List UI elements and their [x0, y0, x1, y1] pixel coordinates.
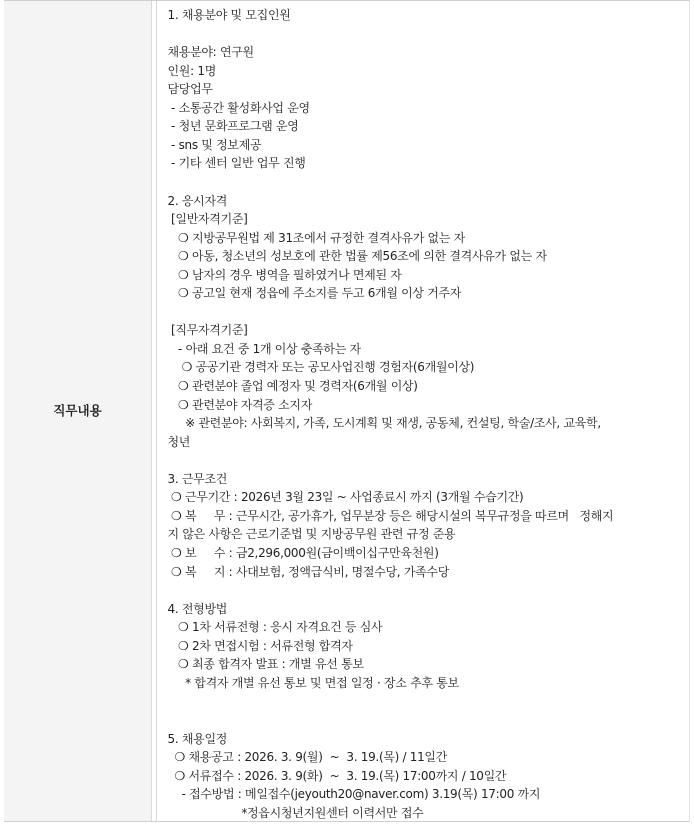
job-description-table: [4, 0, 690, 822]
content-line: ❍ 근무기간 : 2026년 3월 23일 ~ 사업종료시 까지 (3개월 수습기간): [164, 490, 524, 505]
content-line: 담당업무: [164, 82, 213, 97]
content-line: ❍ 2차 면접시험 : 서류전형 합격자: [164, 638, 353, 653]
content-line: 3. 근무조건: [164, 471, 228, 486]
content-line: - 접수방법 : 메일접수(jeyouth20@naver.com) 3.19(목) 17:00 까지: [164, 787, 541, 802]
content-line: 2. 응시자격: [164, 193, 228, 208]
content-line: ❍ 관련분야 졸업 예정자 및 경력자(6개월 이상): [164, 379, 418, 393]
row-content-cell: [156, 1, 689, 821]
content-line: ❍ 복 지 : 사대보험, 정액급식비, 명절수당, 가족수당: [164, 564, 449, 579]
content-line: *정읍시청년지원센터 이력서만 접수: [164, 805, 424, 820]
content-line: 채용분야: 연구원: [164, 45, 254, 60]
content-line: - 소통공간 활성화사업 운영: [164, 100, 310, 115]
content-line: 지 않은 사항은 근로기준법 및 지방공무원 관련 규정 준용: [164, 527, 456, 542]
content-line: 4. 전형방법: [164, 601, 228, 616]
content-line: 5. 채용일정: [164, 731, 228, 746]
content-line: ❍ 공고일 현재 정읍에 주소지를 두고 6개월 이상 거주자: [164, 286, 462, 301]
content-line: ❍ 1차 서류전형 : 응시 자격요건 등 심사: [164, 620, 383, 635]
content-line: ❍ 보 수 : 금2,296,000원(금이백이십구만육천원): [164, 546, 439, 560]
content-line: - 청년 문화프로그램 운영: [164, 119, 299, 134]
row-label-cell: [4, 1, 152, 821]
content-line: - sns 및 정보제공: [164, 137, 262, 152]
content-line: ❍ 아동, 청소년의 성보호에 관한 법률 제56조에 의한 결격사유가 없는 자: [164, 249, 547, 264]
content-line: ❍ 지방공무원법 제 31조에서 규정한 결격사유가 없는 자: [164, 230, 465, 245]
content-line: ❍ 공공기관 경력자 또는 공모사업진행 경험자(6개월이상): [164, 360, 475, 375]
content-line: * 합격자 개별 유선 통보 및 면접 일정 · 장소 추후 통보: [164, 675, 459, 690]
content-line: ❍ 최종 합격자 발표 : 개별 유선 통보: [164, 657, 364, 672]
content-line: 인원: 1명: [164, 63, 216, 78]
content-line: ❍ 서류접수 : 2026. 3. 9(화) ~ 3. 19.(목) 17:00까지 / 10일간: [164, 768, 507, 783]
content-line: 청년: [164, 434, 191, 449]
content-line: 1. 채용분야 및 모집인원: [164, 8, 291, 22]
content-line: [직무자격기준]: [164, 323, 248, 338]
content-line: - 기타 센터 일반 업무 진행: [164, 156, 306, 171]
row-label: 직무내용: [53, 403, 102, 418]
content-line: ❍ 채용공고 : 2026. 3. 9(월) ~ 3. 19.(목) / 11일간: [164, 750, 448, 764]
content-line: ❍ 남자의 경우 병역을 필하였거나 면제된 자: [164, 267, 402, 282]
content-line: ※ 관련분야: 사회복지, 가족, 도시계획 및 재생, 공동체, 컨설팅, 학술/조사, 교육학,: [164, 416, 601, 431]
content-line: ❍ 복 무 : 근무시간, 공가휴가, 업무분장 등은 해당시설의 복무규정을 따르며 정해지: [164, 508, 614, 523]
content-line: - 아래 요건 중 1개 이상 충족하는 자: [164, 341, 361, 356]
content-line: [일반자격기준]: [164, 212, 248, 227]
content-line: ❍ 관련분야 자격증 소지자: [164, 397, 312, 412]
